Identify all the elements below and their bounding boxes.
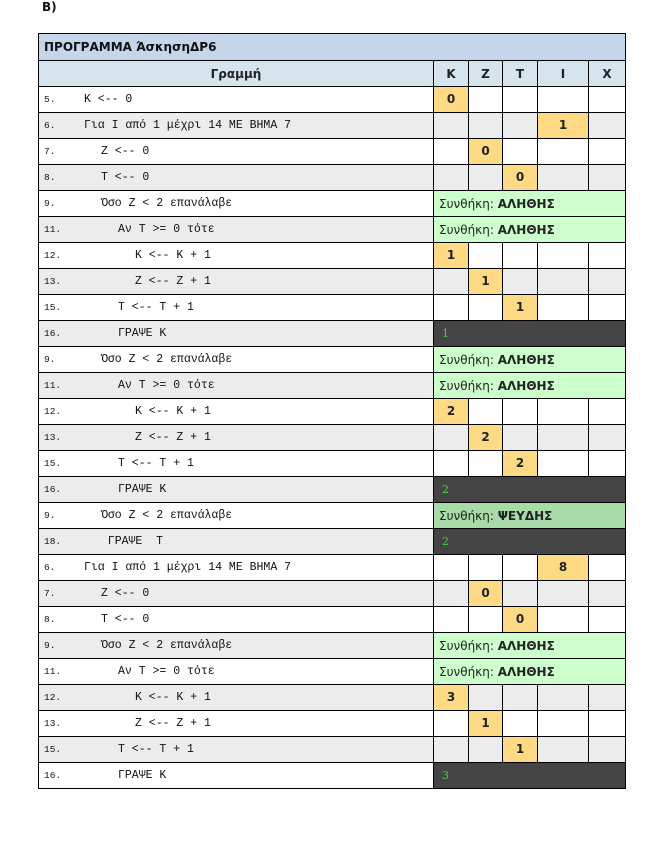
condition-cell [434,373,626,399]
trace-row [39,555,626,581]
column-header-line: Γραμμή [39,61,434,87]
code-cell [39,425,434,451]
code-text: K <-- K + 1 [135,405,211,418]
output-cell [434,529,626,555]
code-text: Όσο Z < 2 επανάλαβε [101,353,233,366]
code-cell [39,399,434,425]
var-cell-t [503,87,538,113]
var-cell-x [589,451,626,477]
var-cell-k [434,295,469,321]
output-value: 2 [442,535,449,548]
exercise-caption: B) [42,0,57,14]
var-cell-z [469,113,503,139]
trace-row [39,295,626,321]
var-value-i: 8 [538,555,588,580]
var-cell-z [469,711,503,737]
var-value-z: 0 [469,581,502,606]
line-number: 13. [44,432,62,443]
code-text: Αν T >= 0 τότε [118,379,215,392]
var-cell-t [503,113,538,139]
code-cell [39,737,434,763]
code-cell [39,685,434,711]
trace-row [39,373,626,399]
var-value-z: 1 [469,711,502,736]
condition-label: Συνθήκη: [439,638,494,653]
var-cell-k [434,87,469,113]
code-cell [39,87,434,113]
condition-cell [434,217,626,243]
code-text: Z <-- 0 [101,145,150,158]
var-value-k: 0 [434,87,468,112]
trace-row [39,425,626,451]
trace-row [39,165,626,191]
var-cell-i [538,451,589,477]
line-number: 6. [44,120,56,131]
trace-row [39,321,626,347]
var-cell-k [434,139,469,165]
var-cell-k [434,399,469,425]
var-cell-x [589,139,626,165]
var-cell-t [503,581,538,607]
code-text: Όσο Z < 2 επανάλαβε [101,509,233,522]
var-cell-k [434,555,469,581]
output-value: 1 [442,327,449,340]
line-number: 15. [44,744,62,755]
code-cell [39,191,434,217]
code-cell [39,477,434,503]
line-number: 8. [44,172,56,183]
var-cell-z [469,451,503,477]
var-cell-z [469,607,503,633]
trace-row [39,399,626,425]
trace-row [39,503,626,529]
var-value-t: 1 [503,295,537,320]
trace-row [39,711,626,737]
code-cell [39,763,434,789]
condition-label: Συνθήκη: [439,664,494,679]
code-cell [39,711,434,737]
var-cell-i [538,399,589,425]
var-cell-x [589,581,626,607]
trace-row [39,633,626,659]
var-cell-i [538,165,589,191]
condition-label: Συνθήκη: [439,196,494,211]
code-text: Z <-- Z + 1 [135,717,211,730]
trace-row [39,737,626,763]
var-cell-k [434,451,469,477]
var-cell-k [434,581,469,607]
condition-cell [434,503,626,529]
var-cell-x [589,555,626,581]
line-number: 11. [44,224,62,235]
column-header-x: X [589,61,626,87]
var-cell-z [469,165,503,191]
trace-row [39,581,626,607]
condition-label: Συνθήκη: [439,222,494,237]
var-value-t: 1 [503,737,537,762]
code-text: Z <-- Z + 1 [135,431,211,444]
var-cell-z [469,295,503,321]
var-cell-i [538,581,589,607]
program-title: ΠΡΟΓΡΑΜΜΑ ΆσκησηΔΡ6 [39,34,626,61]
line-number: 9. [44,640,56,651]
code-text: Z <-- Z + 1 [135,275,211,288]
line-number: 7. [44,146,56,157]
column-header-i: I [538,61,589,87]
trace-row [39,113,626,139]
condition-value: ΨΕΥΔΗΣ [497,508,553,523]
var-value-z: 2 [469,425,502,450]
condition-label: Συνθήκη: [439,378,494,393]
var-cell-i [538,243,589,269]
var-cell-x [589,607,626,633]
code-cell [39,529,434,555]
code-cell [39,555,434,581]
var-value-k: 1 [434,243,468,268]
var-cell-x [589,425,626,451]
line-number: 12. [44,692,62,703]
var-cell-k [434,607,469,633]
trace-row [39,347,626,373]
condition-value: ΑΛΗΘΗΣ [497,638,555,653]
code-cell [39,659,434,685]
line-number: 9. [44,198,56,209]
line-number: 18. [44,536,62,547]
code-cell [39,139,434,165]
column-header-z: Z [469,61,503,87]
trace-table [38,33,626,789]
var-cell-z [469,243,503,269]
code-cell [39,165,434,191]
var-cell-t [503,295,538,321]
trace-row [39,451,626,477]
code-text: T <-- T + 1 [118,301,194,314]
line-number: 13. [44,718,62,729]
var-cell-i [538,113,589,139]
trace-row [39,607,626,633]
var-value-t: 2 [503,451,537,476]
code-text: K <-- K + 1 [135,691,211,704]
var-cell-t [503,607,538,633]
var-cell-z [469,425,503,451]
line-number: 9. [44,510,56,521]
code-text: Z <-- 0 [101,587,150,600]
output-value: 2 [442,483,449,496]
var-cell-x [589,737,626,763]
code-text: T <-- 0 [101,613,150,626]
var-cell-i [538,87,589,113]
var-cell-z [469,399,503,425]
var-cell-z [469,139,503,165]
var-cell-z [469,555,503,581]
code-cell [39,373,434,399]
line-number: 12. [44,250,62,261]
var-cell-x [589,87,626,113]
line-number: 13. [44,276,62,287]
var-cell-i [538,269,589,295]
var-cell-z [469,737,503,763]
code-text: ΓΡΑΨΕ K [118,327,167,340]
var-cell-i [538,555,589,581]
var-cell-k [434,711,469,737]
code-text: Όσο Z < 2 επανάλαβε [101,197,233,210]
code-text: ΓΡΑΨΕ K [118,483,167,496]
output-value: 3 [442,769,449,782]
code-cell [39,451,434,477]
var-cell-t [503,165,538,191]
var-value-t: 0 [503,607,537,632]
trace-row [39,685,626,711]
column-header-t: T [503,61,538,87]
header-row [39,61,626,87]
var-cell-i [538,295,589,321]
condition-value: ΑΛΗΘΗΣ [497,664,555,679]
var-cell-i [538,607,589,633]
var-cell-k [434,685,469,711]
var-cell-i [538,737,589,763]
line-number: 8. [44,614,56,625]
condition-cell [434,191,626,217]
var-cell-t [503,425,538,451]
var-cell-k [434,113,469,139]
var-cell-z [469,685,503,711]
var-cell-t [503,243,538,269]
code-cell [39,269,434,295]
output-cell [434,477,626,503]
code-text: Αν T >= 0 τότε [118,223,215,236]
var-cell-z [469,581,503,607]
output-cell [434,763,626,789]
line-number: 9. [44,354,56,365]
condition-value: ΑΛΗΘΗΣ [497,196,555,211]
var-cell-k [434,269,469,295]
var-cell-i [538,425,589,451]
condition-value: ΑΛΗΘΗΣ [497,222,555,237]
code-cell [39,113,434,139]
var-value-z: 1 [469,269,502,294]
code-cell [39,581,434,607]
line-number: 11. [44,666,62,677]
trace-row [39,477,626,503]
code-cell [39,243,434,269]
var-value-k: 3 [434,685,468,710]
code-text: Αν T >= 0 τότε [118,665,215,678]
var-cell-i [538,139,589,165]
line-number: 7. [44,588,56,599]
code-text: K <-- K + 1 [135,249,211,262]
trace-row [39,217,626,243]
code-cell [39,633,434,659]
condition-cell [434,633,626,659]
code-cell [39,347,434,373]
trace-row [39,763,626,789]
trace-row [39,529,626,555]
program-title-row [39,34,626,61]
code-text: Όσο Z < 2 επανάλαβε [101,639,233,652]
code-text: T <-- T + 1 [118,743,194,756]
var-cell-x [589,269,626,295]
var-value-k: 2 [434,399,468,424]
var-value-z: 0 [469,139,502,164]
var-cell-x [589,295,626,321]
trace-row [39,139,626,165]
line-number: 16. [44,328,62,339]
var-cell-x [589,685,626,711]
var-cell-t [503,451,538,477]
var-cell-t [503,555,538,581]
var-cell-x [589,711,626,737]
line-number: 15. [44,302,62,313]
code-text: K <-- 0 [84,93,133,106]
column-header-k: K [434,61,469,87]
var-cell-t [503,685,538,711]
var-cell-z [469,269,503,295]
trace-row [39,659,626,685]
condition-cell [434,659,626,685]
var-cell-k [434,165,469,191]
var-cell-t [503,269,538,295]
line-number: 11. [44,380,62,391]
var-cell-x [589,113,626,139]
code-cell [39,607,434,633]
var-cell-i [538,711,589,737]
var-cell-z [469,87,503,113]
var-cell-k [434,737,469,763]
code-cell [39,503,434,529]
code-text: Για I από 1 μέχρι 14 ΜΕ ΒΗΜΑ 7 [84,119,292,132]
var-cell-t [503,399,538,425]
var-cell-t [503,737,538,763]
line-number: 5. [44,94,56,105]
var-cell-k [434,425,469,451]
trace-row [39,191,626,217]
condition-cell [434,347,626,373]
var-cell-x [589,399,626,425]
line-number: 16. [44,770,62,781]
var-cell-i [538,685,589,711]
var-cell-x [589,243,626,269]
code-text: ΓΡΑΨΕ K [118,769,167,782]
condition-value: ΑΛΗΘΗΣ [497,378,555,393]
code-cell [39,217,434,243]
var-cell-t [503,711,538,737]
line-number: 15. [44,458,62,469]
trace-row [39,243,626,269]
var-cell-x [589,165,626,191]
var-cell-t [503,139,538,165]
code-text: T <-- 0 [101,171,150,184]
var-value-i: 1 [538,113,588,138]
code-text: Για I από 1 μέχρι 14 ΜΕ ΒΗΜΑ 7 [84,561,292,574]
line-number: 6. [44,562,56,573]
condition-label: Συνθήκη: [439,508,494,523]
line-number: 12. [44,406,62,417]
code-text: ΓΡΑΨΕ T [107,535,164,548]
output-cell [434,321,626,347]
condition-label: Συνθήκη: [439,352,494,367]
condition-value: ΑΛΗΘΗΣ [497,352,555,367]
var-value-t: 0 [503,165,537,190]
var-cell-k [434,243,469,269]
line-number: 16. [44,484,62,495]
trace-row [39,87,626,113]
trace-row [39,269,626,295]
code-text: T <-- T + 1 [118,457,194,470]
code-cell [39,295,434,321]
code-cell [39,321,434,347]
